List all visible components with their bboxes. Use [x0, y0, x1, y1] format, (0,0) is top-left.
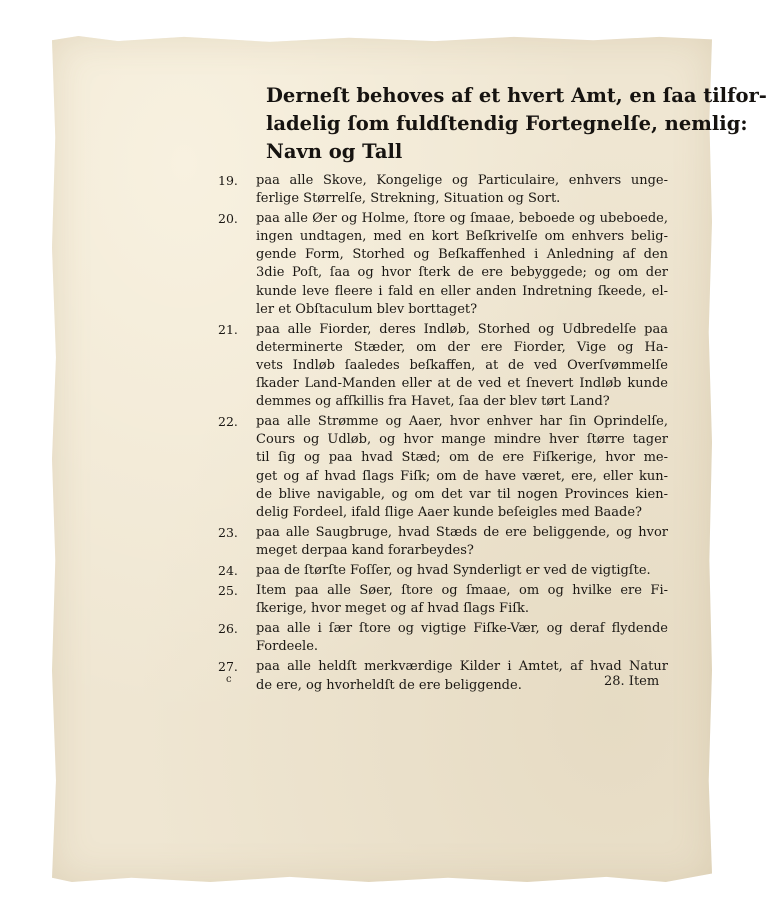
item-line: til ſig og paa hvad Stæd; om de ere Fiſkerige, hvor me- [256, 450, 668, 466]
item-line: determinerte Stæder, om der ere Fiorder, Vige og Ha- [256, 339, 668, 355]
item-line: gende Form, Storhed og Beſkaffenhed i Anledning af den [256, 247, 668, 263]
item-line: ferlige Størrelſe, Strekning, Situation og Sort. [256, 191, 561, 207]
item-line: 3die Poſt, ſaa og hvor ſterk de ere bebyggede; og om der [256, 265, 668, 281]
list-item [218, 321, 668, 411]
list-item [218, 620, 668, 656]
list-item [218, 413, 668, 522]
item-line: vets Indløb ſaaledes beſkaffen, at de ved Overſvømmelſe [256, 357, 668, 373]
list-item [218, 210, 668, 319]
item-line: ſkerige, hvor meget og af hvad ſlags Fiſk. [256, 601, 530, 617]
item-number: 24. [218, 562, 238, 578]
item-line: Cours og Udløb, og hvor mange mindre hver ſtørre tager [256, 432, 668, 448]
item-number: 19. [218, 173, 238, 188]
item-number: 26. [218, 621, 238, 637]
heading-line: ladelig ſom fuldſtendig Fortegnelſe, nemlig: [266, 112, 748, 135]
list-item [218, 172, 668, 208]
item-line: delig Fordeel, ifald ſlige Aaer kunde beſeigles med Baade? [256, 504, 642, 520]
item-line: get og af hvad ſlags Fiſk; om de have været, ere, eller kun- [256, 468, 668, 484]
item-line: de ere, og hvorheldſt de ere beliggende. [256, 677, 522, 693]
list-item [218, 524, 668, 560]
item-number: 22. [218, 414, 238, 430]
list-item [218, 658, 668, 694]
item-list [218, 172, 668, 697]
item-line: paa alle Skove, Kongelige og Particulaire, enhvers unge- [256, 173, 668, 188]
item-line: ingen undtagen, med en kort Beſkrivelſe om enhvers belig- [256, 229, 668, 245]
item-line: demmes og afſkillis fra Havet, ſaa der blev tørt Land? [256, 394, 610, 410]
page-heading [266, 82, 767, 166]
item-line: paa alle Saugbruge, hvad Stæds de ere beliggende, og hvor [256, 524, 668, 540]
heading-line: Navn og Tall [266, 140, 403, 163]
item-line: paa alle Fiorder, deres Indløb, Storhed og Udbredelſe paa [256, 321, 668, 337]
item-line: paa alle Øer og Holme, ſtore og ſmaae, beboede og ubeboede, [256, 211, 668, 227]
item-line: meget derpaa kand forarbeydes? [256, 542, 474, 558]
item-line: paa alle Strømme og Aaer, hvor enhver har ſin Oprindelſe, [256, 414, 668, 430]
item-line: Item paa alle Søer, ſtore og ſmaae, om og hvilke ere Fi- [256, 583, 668, 599]
item-line: paa alle heldſt merkværdige Kilder i Amtet, af hvad Natur [256, 659, 668, 675]
item-number: 23. [218, 524, 238, 540]
item-number: 25. [218, 583, 238, 599]
item-line: paa de ſtørſte Foſſer, og hvad Synderligt er ved de vigtigſte. [256, 562, 651, 578]
item-line: paa alle i ſær ſtore og vigtige Fiſke-Vær, og deraf flydende [256, 621, 668, 637]
list-item [218, 582, 668, 618]
item-line: Fordeele. [256, 639, 319, 655]
heading-line: Derneſt behoves af et hvert Amt, en ſaa tilfor- [266, 84, 767, 107]
item-line: ler et Obſtaculum blev borttaget? [256, 301, 478, 317]
item-line: ſkader Land-Manden eller at de ved et ſnevert Indløb kunde [256, 376, 668, 392]
item-line: de blive navigable, og om det var til nogen Provinces kien- [256, 486, 668, 502]
item-number: 20. [218, 211, 238, 227]
item-number: 27. [218, 659, 238, 675]
item-number: 21. [218, 321, 238, 337]
list-item [218, 562, 668, 580]
signature-mark: c [226, 674, 232, 685]
catchword: 28. Item [604, 674, 660, 689]
item-line: kunde leve fleere i fald en eller anden Indretning ſkeede, el- [256, 283, 668, 299]
